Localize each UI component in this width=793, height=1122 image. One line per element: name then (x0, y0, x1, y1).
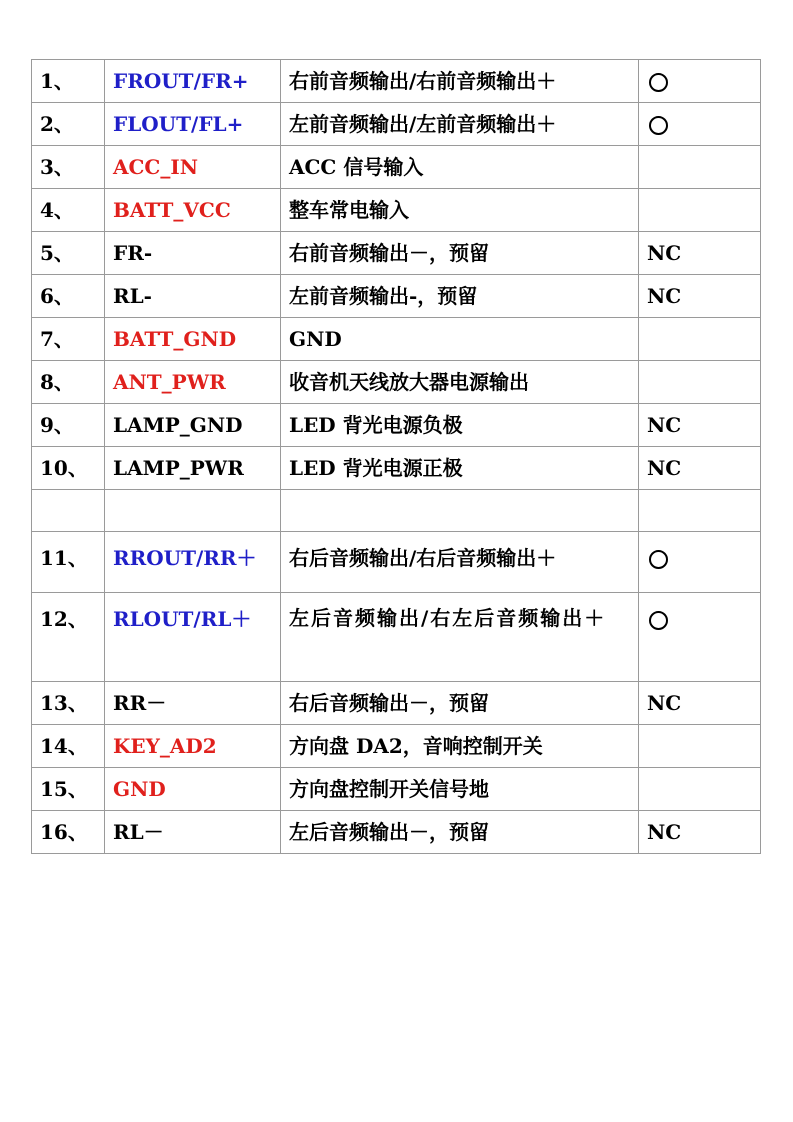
pin-note-text: NC (647, 413, 682, 437)
pin-note (639, 232, 761, 275)
pin-description-text: 右后音频输出－，预留 (289, 691, 489, 715)
pin-row (32, 275, 761, 318)
pin-number (32, 593, 105, 682)
pin-description (281, 811, 639, 854)
pin-row (32, 404, 761, 447)
pin-number-text: 2、 (40, 112, 74, 136)
pin-signal-text: LAMP_GND (113, 413, 243, 437)
pin-row (32, 447, 761, 490)
pin-row (32, 768, 761, 811)
pin-number-text: 4、 (40, 198, 74, 222)
pin-description (281, 361, 639, 404)
pin-number-text: 6、 (40, 284, 74, 308)
pin-description (281, 593, 639, 682)
pin-note (639, 682, 761, 725)
pin-signal-text: KEY_AD2 (113, 734, 217, 758)
pin-signal-text: RL－ (113, 820, 164, 844)
pin-description-text: 右前音频输出/右前音频输出＋ (289, 69, 557, 93)
pin-number (32, 60, 105, 103)
pin-note (639, 447, 761, 490)
pin-signal-text: RROUT/RR＋ (113, 546, 257, 570)
pin-row (32, 361, 761, 404)
pin-note-text: NC (647, 456, 682, 480)
pin-signal (105, 318, 281, 361)
pin-number-text: 3、 (40, 155, 74, 179)
pin-number-text: 14、 (40, 734, 88, 758)
pin-description (281, 725, 639, 768)
pin-signal-text: RL- (113, 284, 152, 308)
pin-number-text: 15、 (40, 777, 88, 801)
pin-description-text: 左后音频输出－，预留 (289, 820, 489, 844)
pin-number-text: 8、 (40, 370, 74, 394)
pin-number (32, 232, 105, 275)
circle-mark-icon (649, 550, 668, 569)
pin-signal (105, 593, 281, 682)
pin-number (32, 447, 105, 490)
pin-signal-text: RLOUT/RL＋ (113, 607, 252, 631)
pin-note (639, 490, 761, 532)
pin-row (32, 593, 761, 682)
pin-number (32, 725, 105, 768)
pin-signal-text: FLOUT/FL+ (113, 112, 244, 136)
pin-signal-text: RR－ (113, 691, 167, 715)
pin-row (32, 60, 761, 103)
pin-signal (105, 361, 281, 404)
pin-signal (105, 811, 281, 854)
pin-note (639, 146, 761, 189)
pin-description-text: 方向盘控制开关信号地 (289, 777, 489, 801)
pin-signal (105, 768, 281, 811)
pin-number (32, 275, 105, 318)
pin-number (32, 682, 105, 725)
spacer-row (32, 490, 761, 532)
pin-row (32, 103, 761, 146)
pin-table-body (32, 60, 761, 854)
pin-description (281, 490, 639, 532)
pin-description-text: 整车常电输入 (289, 198, 409, 222)
pin-number-text: 11、 (40, 546, 88, 570)
pin-note (639, 768, 761, 811)
pin-number (32, 490, 105, 532)
pin-number-text: 9、 (40, 413, 74, 437)
pin-description (281, 232, 639, 275)
pin-description-text: 左前音频输出-，预留 (289, 284, 478, 308)
pin-note (639, 275, 761, 318)
pin-number (32, 404, 105, 447)
pin-signal (105, 232, 281, 275)
pin-description (281, 532, 639, 593)
pin-number (32, 361, 105, 404)
pin-number (32, 532, 105, 593)
pin-note-text: NC (647, 820, 682, 844)
circle-mark-icon (649, 611, 668, 630)
pin-description-text: GND (289, 327, 342, 351)
pin-row (32, 682, 761, 725)
pin-description (281, 189, 639, 232)
pin-description-text: LED 背光电源负极 (289, 413, 463, 437)
pin-row (32, 146, 761, 189)
pin-note-text: NC (647, 284, 682, 308)
pin-description (281, 275, 639, 318)
pin-description-text: LED 背光电源正极 (289, 456, 463, 480)
pin-description (281, 768, 639, 811)
pin-note-text: NC (647, 241, 682, 265)
pin-number-text: 10、 (40, 456, 88, 480)
pin-signal-text: ACC_IN (113, 155, 198, 179)
pin-description (281, 404, 639, 447)
pin-number (32, 146, 105, 189)
pin-row (32, 532, 761, 593)
pin-signal (105, 60, 281, 103)
pin-note (639, 593, 761, 682)
pin-signal-text: ANT_PWR (113, 370, 226, 394)
pin-signal-text: BATT_VCC (113, 198, 231, 222)
pin-signal-text: BATT_GND (113, 327, 237, 351)
pin-signal (105, 532, 281, 593)
pin-number-text: 1、 (40, 69, 74, 93)
pin-number-text: 7、 (40, 327, 74, 351)
pin-signal-text: GND (113, 777, 166, 801)
pin-number (32, 768, 105, 811)
pin-signal (105, 447, 281, 490)
pin-signal (105, 275, 281, 318)
pin-note (639, 60, 761, 103)
pin-description (281, 682, 639, 725)
pin-note (639, 103, 761, 146)
pin-row (32, 725, 761, 768)
pin-number (32, 318, 105, 361)
pin-note (639, 532, 761, 593)
pin-note (639, 318, 761, 361)
pin-number (32, 103, 105, 146)
pin-description-text: 右前音频输出－，预留 (289, 241, 489, 265)
pin-row (32, 189, 761, 232)
pin-definition-table (31, 59, 761, 854)
pin-note-text: NC (647, 691, 682, 715)
pin-description-text: 左后音频输出/右左后音频输出＋ (289, 606, 607, 630)
pin-description-text: 左前音频输出/左前音频输出＋ (289, 112, 557, 136)
pin-note (639, 811, 761, 854)
pin-signal (105, 682, 281, 725)
pin-description (281, 146, 639, 189)
pin-note (639, 189, 761, 232)
pin-number-text: 16、 (40, 820, 88, 844)
pin-number-text: 5、 (40, 241, 74, 265)
pin-number (32, 189, 105, 232)
pin-note (639, 404, 761, 447)
pin-note (639, 725, 761, 768)
circle-mark-icon (649, 73, 668, 92)
pin-number (32, 811, 105, 854)
pin-description (281, 318, 639, 361)
pin-signal (105, 404, 281, 447)
pin-row (32, 232, 761, 275)
pin-signal (105, 490, 281, 532)
pin-number-text: 13、 (40, 691, 88, 715)
pin-signal-text: LAMP_PWR (113, 456, 244, 480)
pin-description (281, 103, 639, 146)
pin-signal (105, 189, 281, 232)
pin-row (32, 811, 761, 854)
pin-signal (105, 146, 281, 189)
pin-signal-text: FROUT/FR+ (113, 69, 249, 93)
pin-description-text: 收音机天线放大器电源输出 (289, 370, 529, 394)
pin-note (639, 361, 761, 404)
pin-row (32, 318, 761, 361)
pin-description-text: 右后音频输出/右后音频输出＋ (289, 546, 557, 570)
pin-description-text: 方向盘 DA2，音响控制开关 (289, 734, 543, 758)
pin-description-text: ACC 信号输入 (289, 155, 424, 179)
pin-number-text: 12、 (40, 607, 88, 631)
circle-mark-icon (649, 116, 668, 135)
pin-signal (105, 725, 281, 768)
pin-description (281, 60, 639, 103)
pin-signal-text: FR- (113, 241, 153, 265)
pin-description (281, 447, 639, 490)
pin-signal (105, 103, 281, 146)
